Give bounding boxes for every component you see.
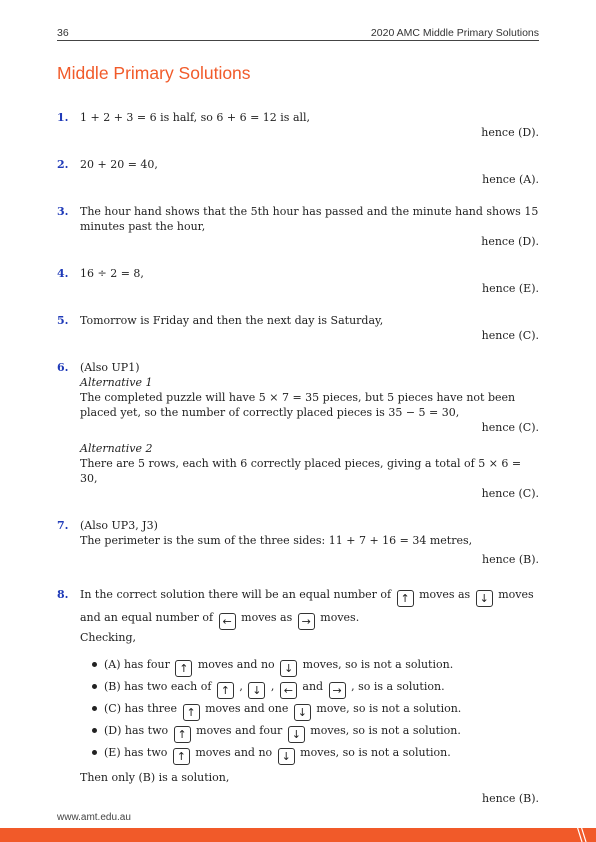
option-text: , so is a solution. [351, 680, 445, 693]
down-arrow-icon: ↓ [288, 726, 305, 743]
bullet-icon [92, 662, 97, 667]
list-item [92, 654, 539, 676]
option-text: moves, so is not a solution. [302, 658, 454, 671]
answer: hence (C). [481, 329, 539, 342]
left-arrow-icon: ← [280, 682, 297, 699]
alternative-2-text: There are 5 rows, each with 6 correctly placed pieces, giving a total of 5 × 6 = 30, [80, 457, 522, 485]
up-arrow-icon: ↑ [397, 590, 414, 607]
solution-text: Tomorrow is Friday and then the next day is Saturday, [80, 314, 384, 327]
bullet-icon [92, 706, 97, 711]
option-text: moves and four [196, 724, 283, 737]
up-arrow-icon: ↑ [183, 704, 200, 721]
answer: hence (D). [481, 126, 539, 139]
down-arrow-icon: ↓ [280, 660, 297, 677]
intro-text: moves. [320, 611, 360, 624]
up-arrow-icon: ↑ [173, 748, 190, 765]
question-number: 7. [57, 519, 69, 532]
solution-text: 16 ÷ 2 = 8, [80, 267, 144, 280]
bullet-icon [92, 728, 97, 733]
solution-6 [57, 360, 539, 501]
question-number: 2. [57, 158, 69, 171]
header-rule [57, 40, 539, 41]
solution-text: 20 + 20 = 40, [80, 158, 158, 171]
question-number: 8. [57, 588, 69, 601]
brand-slashes-icon [574, 826, 596, 842]
question-number: 5. [57, 314, 69, 327]
list-item [92, 676, 539, 698]
left-arrow-icon: ← [219, 613, 236, 630]
answer: hence (D). [481, 235, 539, 248]
intro-text: In the correct solution there will be an equal number of [80, 588, 392, 601]
solution-2 [57, 157, 539, 187]
option-text: moves and one [205, 702, 289, 715]
option-text: moves and no [195, 746, 273, 759]
down-arrow-icon: ↓ [248, 682, 265, 699]
up-arrow-icon: ↑ [217, 682, 234, 699]
alternative-2-answer: hence (C). [481, 487, 539, 500]
answer: hence (A). [482, 173, 539, 186]
solution-intro [80, 584, 539, 630]
page-number: 36 [57, 27, 69, 39]
alternative-1-text: The completed puzzle will have 5 × 7 = 35 pieces, but 5 pieces have not been placed yet, so the number of correctly placed pieces is 35 − 5 = 30, [80, 391, 516, 419]
answer: hence (B). [481, 792, 539, 805]
right-arrow-icon: → [329, 682, 346, 699]
option-text: moves, so is not a solution. [310, 724, 461, 737]
solution-text: The perimeter is the sum of the three sides: 11 + 7 + 16 = 34 metres, [80, 534, 473, 547]
down-arrow-icon: ↓ [278, 748, 295, 765]
list-item [92, 742, 539, 764]
solution-7 [57, 518, 539, 567]
answer: hence (B). [481, 553, 539, 566]
down-arrow-icon: ↓ [476, 590, 493, 607]
solution-text: 1 + 2 + 3 = 6 is half, so 6 + 6 = 12 is all, [80, 111, 311, 124]
footer-url: www.amt.edu.au [57, 812, 131, 823]
intro-text: moves as [241, 611, 293, 624]
conclusion-text: Then only (B) is a solution, [80, 771, 230, 784]
option-text: move, so is not a solution. [316, 702, 462, 715]
solution-text: The hour hand shows that the 5th hour has passed and the minute hand shows 15 minutes past the hour, [80, 205, 539, 233]
down-arrow-icon: ↓ [294, 704, 311, 721]
question-number: 4. [57, 267, 69, 280]
option-text: , [239, 680, 243, 693]
alternative-1-title: Alternative 1 [80, 376, 153, 389]
question-number: 1. [57, 111, 69, 124]
options-list [80, 654, 539, 764]
option-text: (D) has two [104, 724, 169, 737]
list-item [92, 720, 539, 742]
option-text: (A) has four [104, 658, 170, 671]
up-arrow-icon: ↑ [174, 726, 191, 743]
intro-text: moves and an equal number of [80, 588, 534, 624]
option-text: , [270, 680, 275, 693]
option-text: and [302, 680, 324, 693]
footer-bar [0, 828, 596, 842]
bullet-icon [92, 684, 97, 689]
solution-3 [57, 204, 539, 249]
solutions-list [57, 110, 539, 806]
alternative-1-answer: hence (C). [481, 421, 539, 434]
option-text: (B) has two each of [104, 680, 212, 693]
solution-5 [57, 313, 539, 343]
list-item [92, 698, 539, 720]
answer: hence (E). [482, 282, 539, 295]
option-text: (E) has two [104, 746, 168, 759]
also-note: (Also UP3, J3) [80, 519, 158, 532]
intro-text: moves as [419, 588, 471, 601]
solution-8 [57, 584, 539, 806]
question-number: 6. [57, 361, 69, 374]
page-title: Middle Primary Solutions [57, 63, 251, 83]
also-note: (Also UP1) [80, 361, 140, 374]
bullet-icon [92, 750, 97, 755]
question-number: 3. [57, 205, 69, 218]
option-text: (C) has three [104, 702, 178, 715]
option-text: moves and no [197, 658, 275, 671]
up-arrow-icon: ↑ [175, 660, 192, 677]
document-title: 2020 AMC Middle Primary Solutions [370, 27, 539, 39]
option-text: moves, so is not a solution. [300, 746, 451, 759]
solution-1 [57, 110, 539, 140]
alternative-2-title: Alternative 2 [80, 442, 153, 455]
checking-label: Checking, [80, 631, 136, 644]
right-arrow-icon: → [298, 613, 315, 630]
solution-4 [57, 266, 539, 296]
